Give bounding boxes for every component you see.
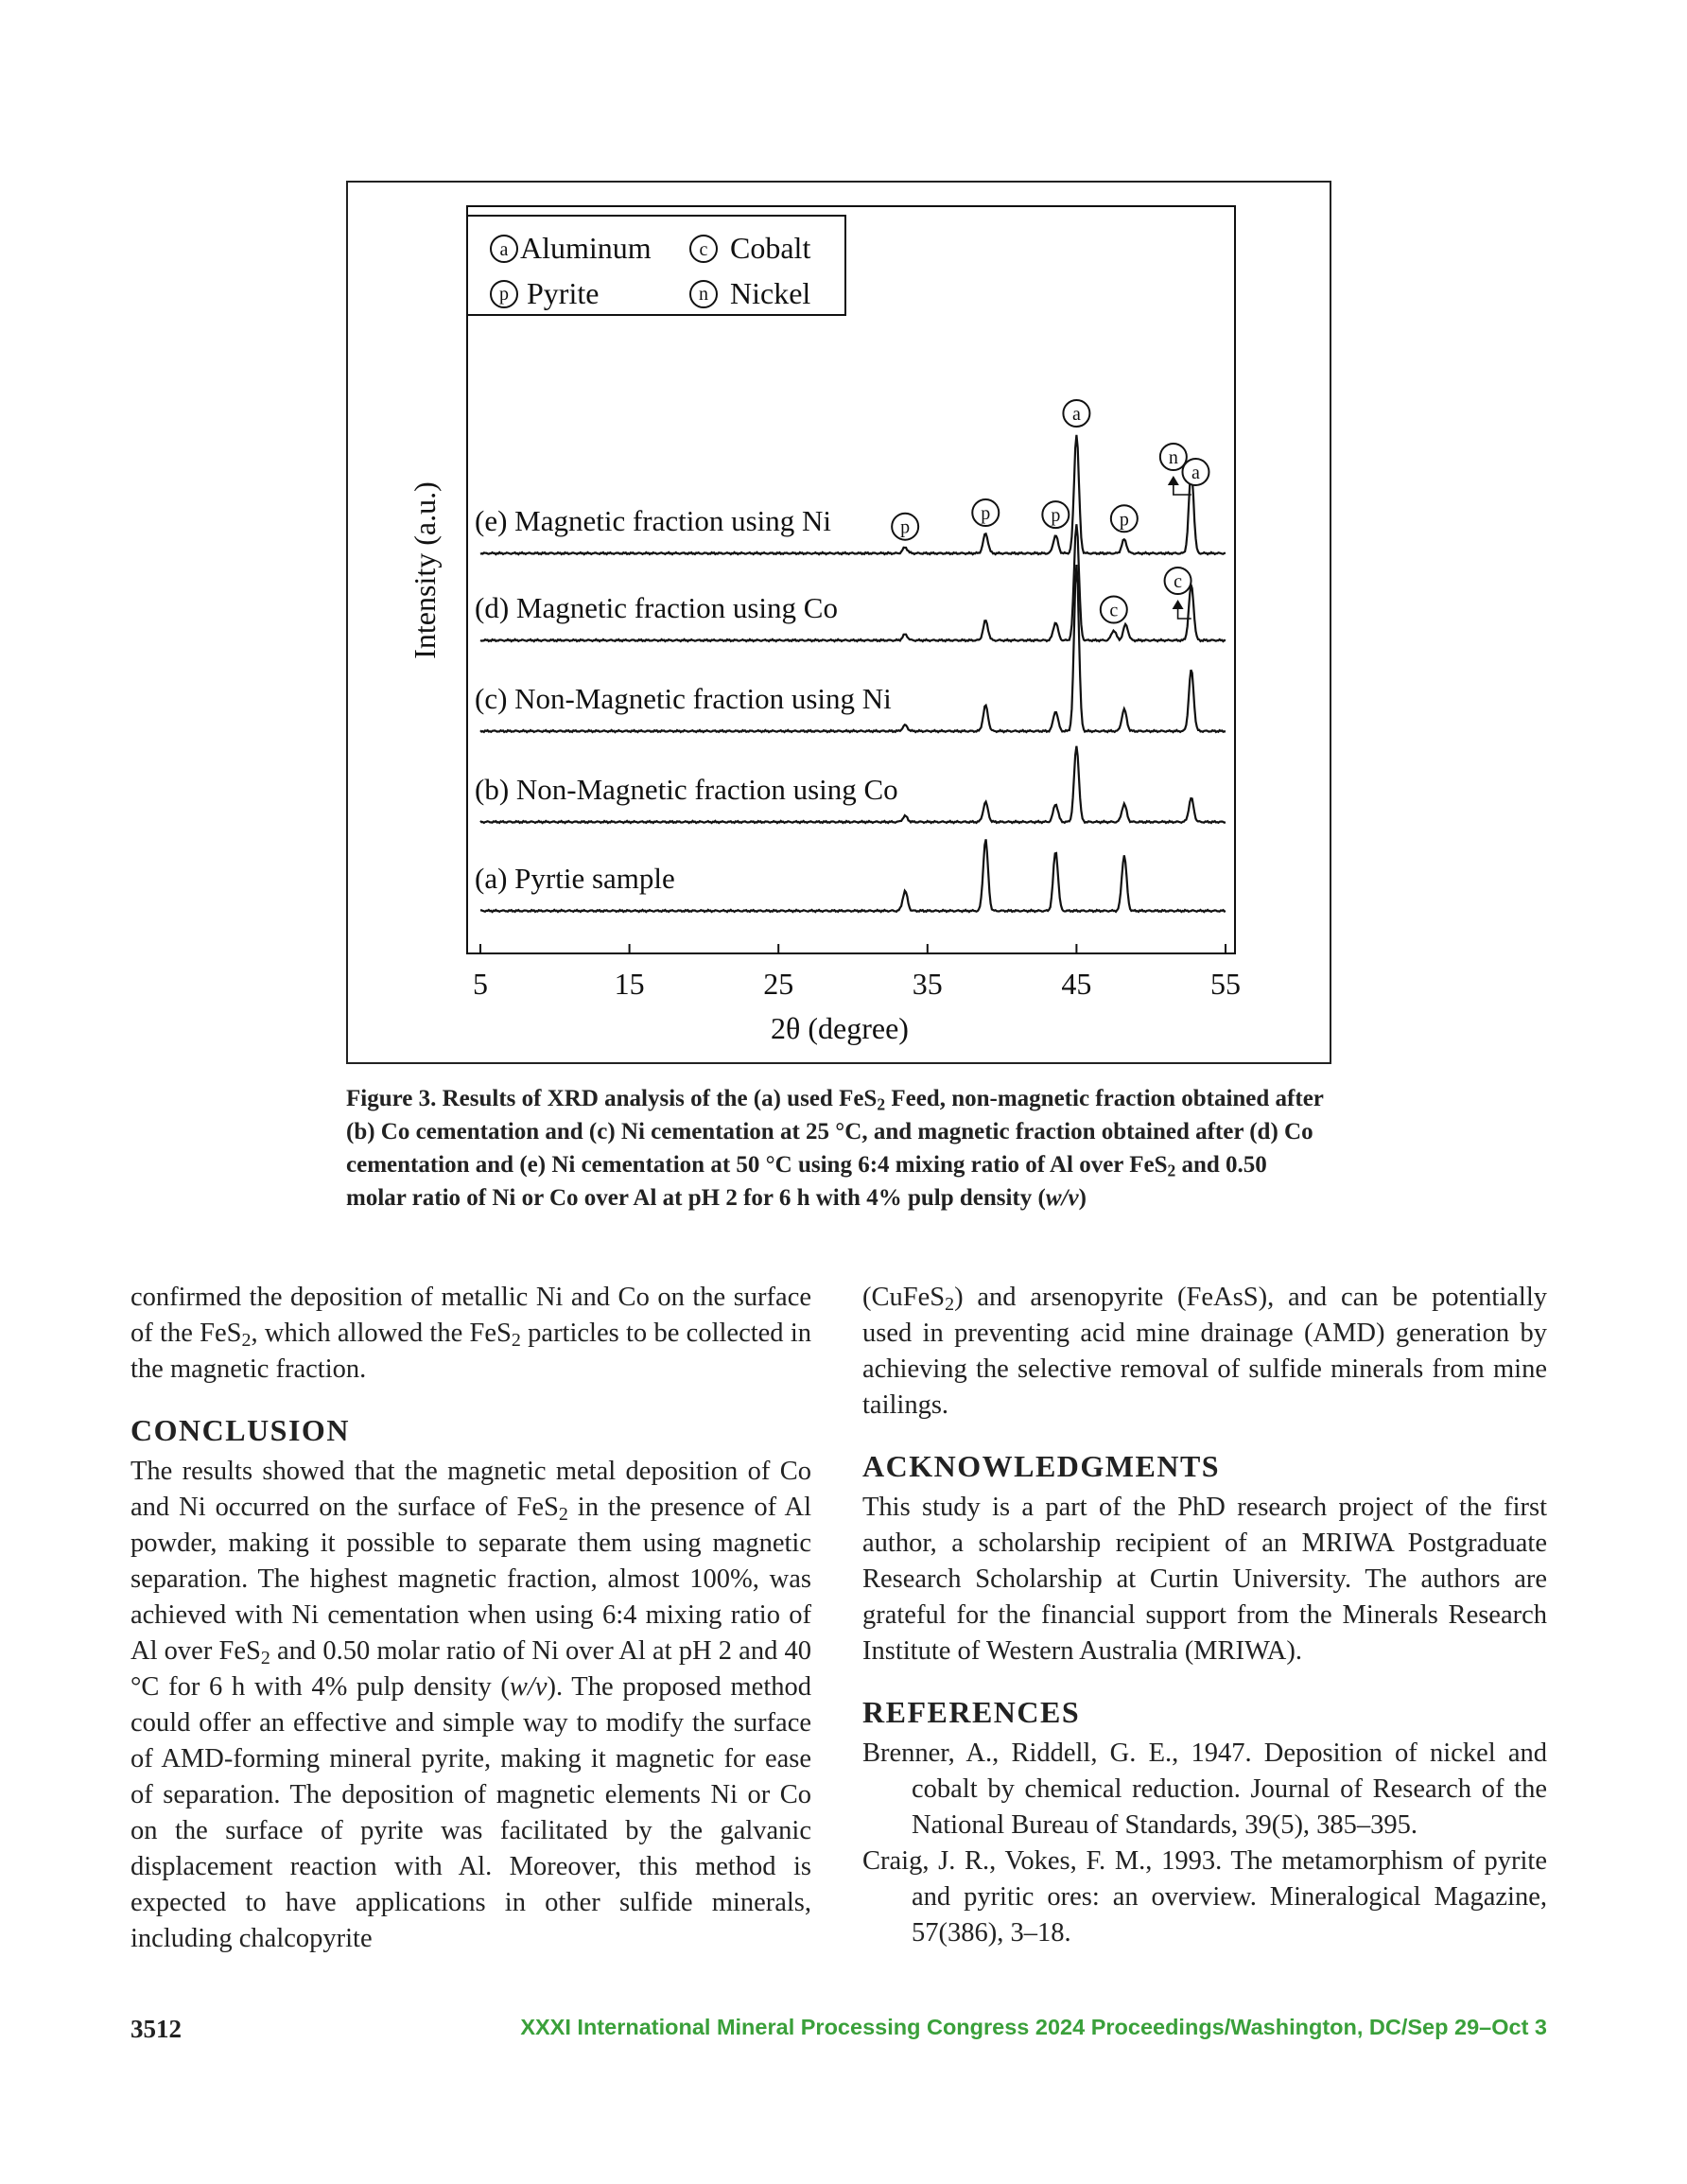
x-tick-label-1: 15 [614, 967, 645, 1001]
reference-item: Brenner, A., Riddell, G. E., 1947. Deposition of nickel and cobalt by chemical reduction. Journal of Research of the National Bureau of Standards, 39(5), 385–395. [862, 1738, 1547, 1840]
right-column [862, 1280, 1547, 1951]
legend-label-nickel: Nickel [730, 276, 811, 310]
plot-frame [467, 206, 1235, 953]
footer-title: XXXI International Mineral Processing Congress 2024 Proceedings/Washington, DC/Sep 29–Oct 3 [520, 2015, 1547, 2039]
chart-legend [467, 216, 845, 315]
x-tick-label-3: 35 [912, 967, 943, 1001]
annotation-letter-5: n [1168, 447, 1178, 468]
legend-letter-pyrite: p [499, 284, 509, 305]
annotation-arrow-5 [1168, 476, 1179, 485]
legend-letter-nickel: n [699, 284, 708, 305]
annotation-letter-8: c [1174, 571, 1183, 592]
figure-3 [346, 181, 1331, 1064]
series-label-4: (e) Magnetic fraction using Ni [475, 504, 832, 537]
annotation-letter-7: c [1109, 600, 1119, 621]
legend-label-cobalt: Cobalt [730, 231, 811, 265]
annotation-arrow-8 [1173, 600, 1184, 609]
intro-paragraph: confirmed the deposition of metallic Ni and Co on the surface of the FeS$_2$, which allowed the FeS$_2$ particles to be collected in the magnetic fraction. [130, 1283, 812, 1384]
series-labels [475, 504, 898, 895]
x-tick-label-4: 45 [1061, 967, 1092, 1001]
series-label-0: (a) Pyrtie sample [475, 862, 675, 895]
series-label-1: (b) Non-Magnetic fraction using Co [475, 773, 898, 806]
y-axis-label: Intensity (a.u.) [408, 481, 442, 659]
x-tick-label-5: 55 [1210, 967, 1241, 1001]
xrd-chart [348, 183, 1330, 1062]
figure-caption [346, 1082, 1331, 1214]
caption-text: Feed, non-magnetic fraction obtained after (b) Co cementation and (c) Ni cementation at 25 °C, and magnetic fraction obtained after (d) Co cementation and (e) Ni cementation at 50 °C using 6:4 mixing ratio of Al over FeS [346, 1086, 1324, 1178]
references-heading: REFERENCES [862, 1695, 1081, 1729]
acknowledgments-heading: ACKNOWLEDGMENTS [862, 1449, 1221, 1483]
continued-paragraph: (CuFeS$_2$) and arsenopyrite (FeAsS), and can be potentially used in preventing acid mine drainage (AMD) generation by achieving the selective removal of sulfide minerals from mine tailings. [862, 1283, 1547, 1420]
caption-subscript: 2 [1167, 1161, 1176, 1180]
x-tick-label-2: 25 [763, 967, 794, 1001]
conclusion-heading: CONCLUSION [130, 1413, 350, 1447]
acknowledgments-paragraph: This study is a part of the PhD research project of the first author, a scholarship recipient of an MRIWA Postgraduate Research Scholarship at Curtin University. The authors are grateful for the financial support from the Minerals Research Institute of Western Australia (MRIWA). [862, 1493, 1547, 1666]
legend-label-aluminum: Aluminum [520, 231, 652, 265]
x-tick-label-0: 5 [473, 967, 488, 1001]
legend-letter-cobalt: c [699, 239, 708, 260]
legend-letter-aluminum: a [499, 239, 509, 260]
caption-italic: w/v [1045, 1185, 1079, 1211]
annotation-letter-6: a [1191, 463, 1200, 483]
caption-subscript: 2 [877, 1094, 886, 1114]
legend-label-pyrite: Pyrite [527, 276, 600, 310]
caption-text: and 0.50 molar ratio of Ni or Co over Al at pH 2 for 6 h with 4% pulp density ( [346, 1152, 1267, 1211]
peak-annotations [892, 400, 1209, 623]
series-label-2: (c) Non-Magnetic fraction using Ni [475, 682, 892, 715]
annotation-letter-4: p [1119, 509, 1129, 531]
reference-item: Craig, J. R., Vokes, F. M., 1993. The metamorphism of pyrite and pyritic ores: an overview. Mineralogical Magazine, 57(386), 3–18. [862, 1846, 1547, 1948]
caption-text: ) [1078, 1185, 1087, 1211]
page-number: 3512 [130, 2015, 182, 2043]
annotation-letter-3: a [1071, 404, 1081, 425]
annotation-letter-0: p [900, 516, 911, 538]
conclusion-paragraph: The results showed that the magnetic metal deposition of Co and Ni occurred on the surface of FeS$_2$ in the presence of Al powder, making it possible to separate them using magnetic separation. The highest magnetic fraction, almost 100%, was achieved with Ni cementation when using 6:4 mixing ratio of Al over FeS$_2$ and 0.50 molar ratio of Ni over Al at pH 2 and 40 °C for 6 h with 4% pulp density (w/v). The proposed method could offer an effective and simple way to modify the surface of AMD-forming mineral pyrite, making it magnetic for ease of separation. The deposition of magnetic elements Ni or Co on the surface of pyrite was facilitated by the galvanic displacement reaction with Al. Moreover, this method is expected to have applications in other sulfide minerals, including chalcopyrite [130, 1457, 811, 1953]
left-column [130, 1280, 811, 1957]
series-label-3: (d) Magnetic fraction using Co [475, 591, 838, 624]
annotation-letter-1: p [981, 503, 991, 524]
annotation-letter-2: p [1051, 505, 1061, 527]
x-axis-label: 2θ (degree) [771, 1011, 909, 1045]
caption-text: Figure 3. Results of XRD analysis of the (a) used FeS [346, 1086, 878, 1111]
